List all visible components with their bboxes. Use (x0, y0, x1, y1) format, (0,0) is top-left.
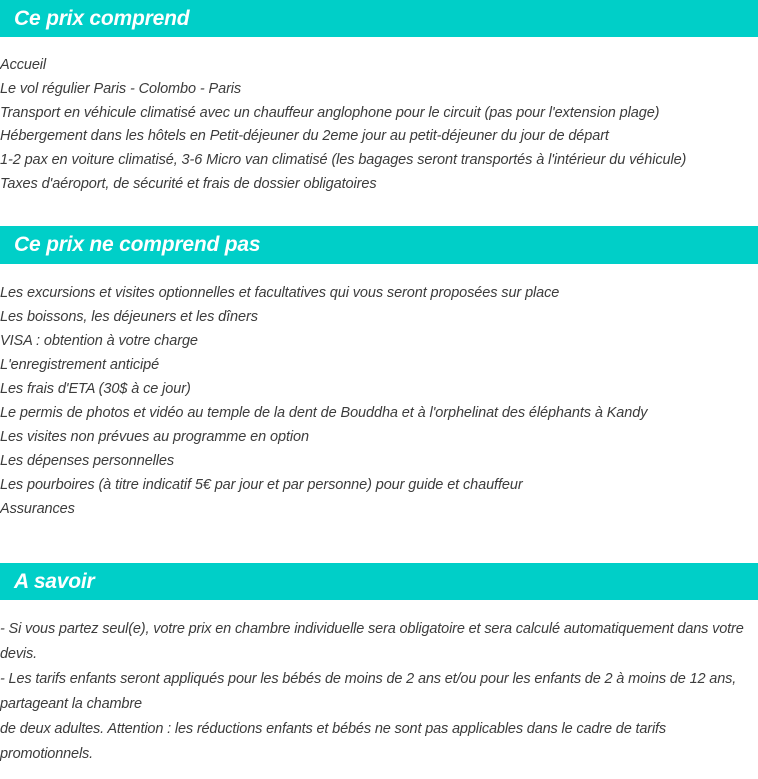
section-title-excluded: Ce prix ne comprend pas (14, 233, 261, 257)
spacer (0, 521, 758, 563)
section-header-notes (0, 563, 758, 600)
spacer (0, 197, 758, 226)
section-body-notes (0, 600, 758, 767)
note-paragraph: de deux adultes. Attention : les réductions enfants et bébés ne sont pas applicables dans le cadre de tarifs promotionnels. (0, 720, 667, 762)
list-item: Hébergement dans les hôtels en Petit-déjeuner du 2eme jour au petit-déjeuner du jour de départ (0, 128, 609, 145)
list-item: Assurances (0, 500, 75, 517)
note-paragraph: - Les tarifs enfants seront appliqués pour les bébés de moins de 2 ans et/ou pour les enfants de 2 à moins de 12 ans, partageant la chambre (0, 670, 737, 712)
list-item: Les boissons, les déjeuners et les dîners (0, 308, 258, 325)
section-body-excluded (0, 264, 758, 521)
list-item: L'enregistrement anticipé (0, 356, 160, 373)
list-item: Accueil (0, 57, 47, 73)
list-item: Taxes d'aéroport, de sécurité et frais de dossier obligatoires (0, 175, 377, 192)
list-item: Le vol régulier Paris - Colombo - Paris (0, 80, 242, 97)
list-item: Les dépenses personnelles (0, 452, 175, 469)
section-header-excluded (0, 226, 758, 264)
section-body-included (0, 37, 758, 197)
list-item: Le permis de photos et vidéo au temple de la dent de Bouddha et à l'orphelinat des éléphants à Kandy (0, 404, 648, 421)
section-title-included: Ce prix comprend (14, 7, 190, 30)
section-title-notes: A savoir (14, 569, 95, 593)
section-header-included (0, 0, 758, 37)
list-item: Transport en véhicule climatisé avec un chauffeur anglophone pour le circuit (pas pour l'extension plage) (0, 104, 660, 121)
list-item: 1-2 pax en voiture climatisé, 3-6 Micro van climatisé (les bagages seront transportés à l'intérieur du véhicule) (0, 152, 687, 169)
note-paragraph: - Si vous partez seul(e), votre prix en chambre individuelle sera obligatoire et sera calculé automatiquement dans votre devis. (0, 620, 744, 662)
list-item: VISA : obtention à votre charge (0, 332, 198, 349)
list-item: Les pourboires (à titre indicatif 5€ par jour et par personne) pour guide et chauffeur (0, 476, 523, 493)
list-item: Les excursions et visites optionnelles et facultatives qui vous seront proposées sur place (0, 284, 560, 301)
list-item: Les visites non prévues au programme en option (0, 428, 309, 445)
list-item: Les frais d'ETA (30$ à ce jour) (0, 380, 191, 397)
